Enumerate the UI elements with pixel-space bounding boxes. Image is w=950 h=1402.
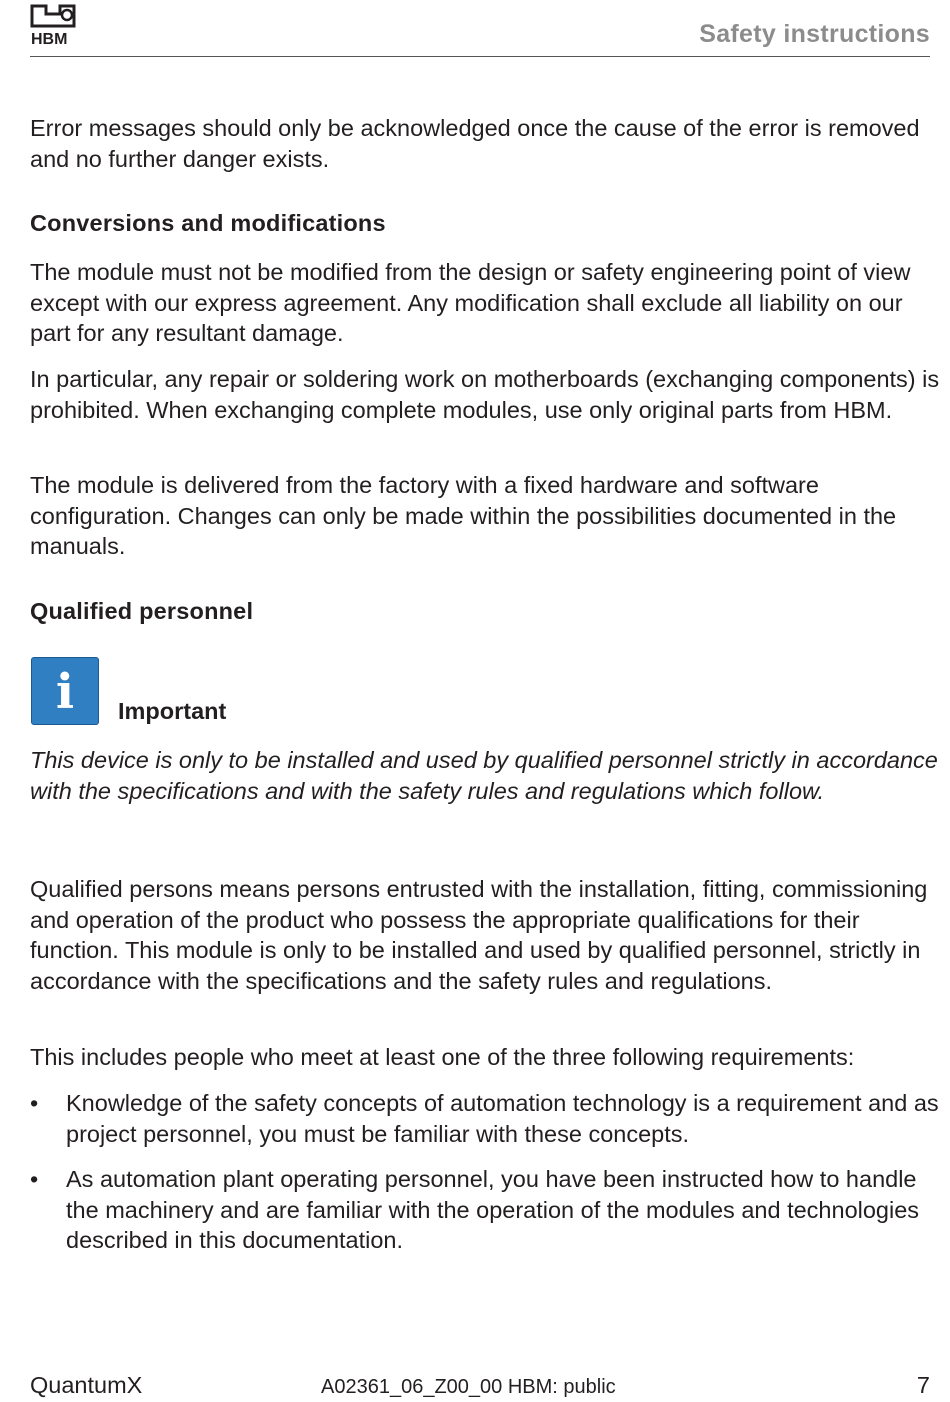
header-divider	[30, 56, 930, 57]
bullet-icon: •	[30, 1166, 39, 1192]
section-title: Safety instructions	[699, 20, 930, 48]
list-item-text: As automation plant operating personnel, you have been instructed how to handle the machinery and are familiar with the operation of the modules and technologies described in this documentation.	[66, 1166, 920, 1253]
qualified-paragraph-2: This includes people who meet at least one of the three following requirements:	[30, 1044, 855, 1070]
conversions-heading: Conversions and modifications	[30, 210, 386, 236]
conversions-paragraph-1: The module must not be modified from the design or safety engineering point of view except with our express agreement. Any modification shall exclude all liability on our part for any resultant damage.	[30, 259, 911, 346]
important-note-text: This device is only to be installed and used by qualified personnel strictly in accordance with the specifications and with the safety rules and regulations which follow.	[30, 747, 938, 804]
info-icon: i	[31, 657, 99, 725]
footer-product: QuantumX	[30, 1372, 143, 1398]
list-item	[30, 1088, 940, 1149]
footer-doc-id: A02361_06_Z00_00 HBM: public	[321, 1376, 616, 1398]
page-number: 7	[916, 1372, 930, 1398]
important-label: Important	[118, 698, 227, 724]
conversions-paragraph-3: The module is delivered from the factory with a fixed hardware and software configuration. Changes can only be made within the possibilities documented in the manuals.	[30, 472, 897, 559]
page-header	[30, 0, 930, 57]
conversions-paragraph-2: In particular, any repair or soldering work on motherboards (exchanging components) is prohibited. When exchanging complete modules, use only original parts from HBM.	[30, 366, 940, 423]
qualified-heading: Qualified personnel	[30, 598, 254, 624]
hbm-logo	[30, 4, 76, 46]
list-item-text: Knowledge of the safety concepts of automation technology is a requirement and as project personnel, you must be familiar with these concepts.	[66, 1090, 939, 1147]
intro-paragraph: Error messages should only be acknowledged once the cause of the error is removed and no further danger exists.	[30, 115, 920, 172]
qualified-paragraph-1: Qualified persons means persons entrusted with the installation, fitting, commissioning and operation of the product who possess the appropriate qualifications for their function. This module is only to be installed and used by qualified personnel, strictly in accordance with the specifications and the safety rules and regulations.	[30, 876, 928, 994]
svg-text:HBM: HBM	[31, 31, 68, 46]
bullet-icon: •	[30, 1090, 39, 1116]
list-item	[30, 1164, 940, 1256]
